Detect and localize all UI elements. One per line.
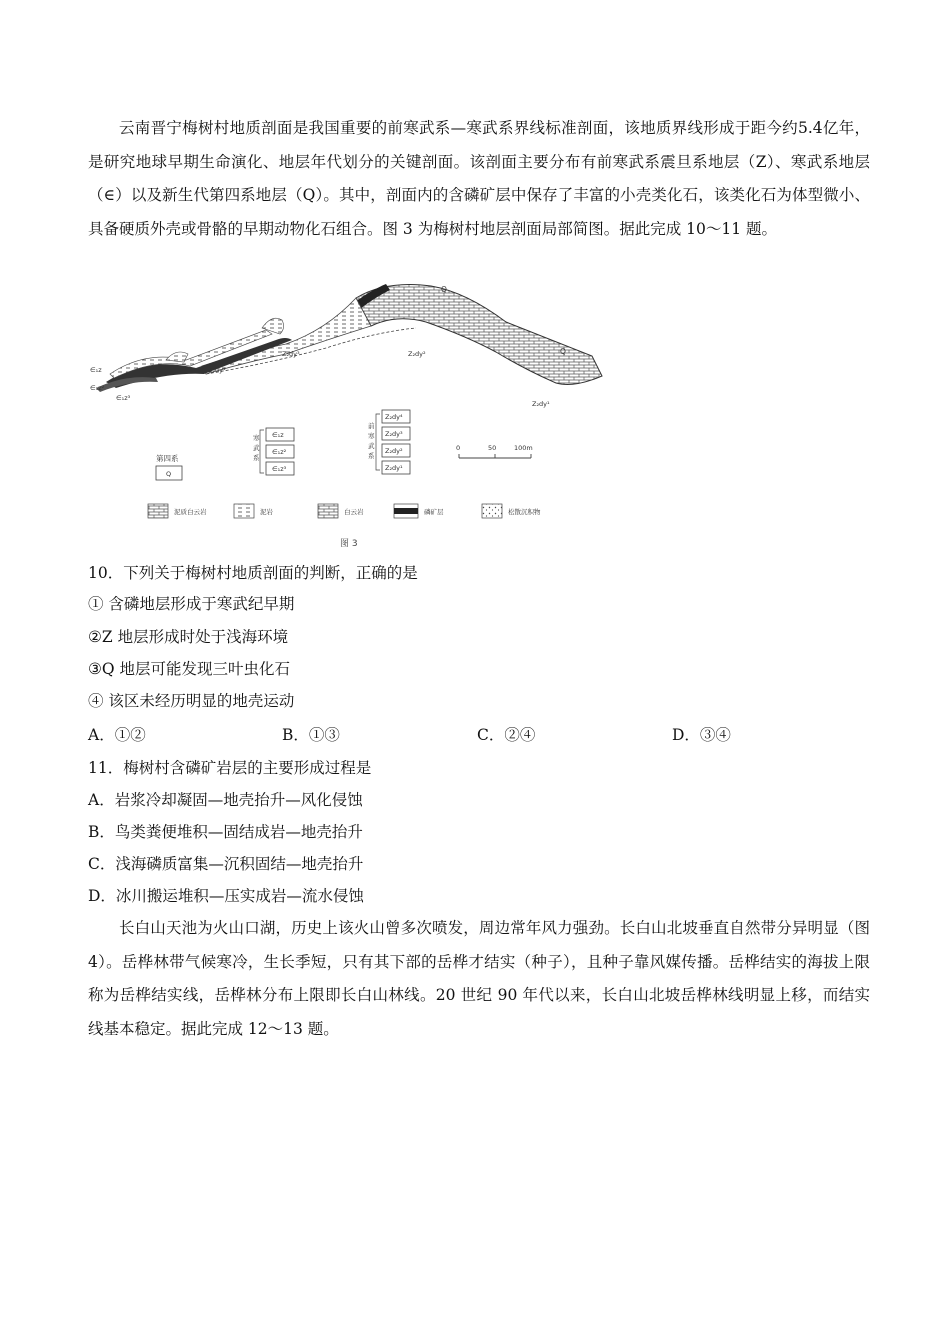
svg-text:系: 系 xyxy=(368,452,375,460)
q11-option-b[interactable]: B．鸟类粪便堆积—固结成岩—地壳抬升 xyxy=(88,823,363,841)
rock-legend-phosphorite: 磷矿层 xyxy=(424,508,444,516)
label-zdy1: Z₂dy¹ xyxy=(532,400,550,408)
legend-precambrian-group xyxy=(368,410,410,474)
legend-cambrian-group xyxy=(253,428,294,475)
label-e1z: ∈₁z xyxy=(90,366,102,374)
intro-paragraph-2: 长白山天池为火山口湖，历史上该火山曾多次喷发，周边常年风力强劲。长白山北坡垂直自然带分异明显（图 4）。岳桦林带气候寒冷，生长季短，只有其下部的岳桦才结实（种子），且种子靠风媒传播。岳桦结实的海拔上限称为岳桦结实线，岳桦林分布上限即长白山林线。20 世纪 90 年代以来，长白山北坡岳桦林线明显上移，而结实线基本稳定。据此完成 12～13 题。 xyxy=(88,919,870,1038)
figure-caption: 图 3 xyxy=(340,539,358,549)
q10-item-2: ②Z 地层形成时处于浅海环境 xyxy=(88,628,289,646)
scale-tick-50: 50 xyxy=(488,444,497,452)
svg-text:武: 武 xyxy=(253,444,260,452)
q10-option-d[interactable]: D．③④ xyxy=(672,726,731,744)
scale-bar xyxy=(456,444,533,458)
q11-option-c[interactable]: C．浅海磷质富集—沉积固结—地壳抬升 xyxy=(88,855,364,873)
label-zdy3: Z₂dy³ xyxy=(282,350,300,358)
legend-cambrian-box-1: ∈₁z xyxy=(272,431,284,439)
strata-legend xyxy=(156,410,533,480)
label-q-right: Q xyxy=(560,347,566,356)
q10-stem: 10．下列关于梅树村地质剖面的判断，正确的是 xyxy=(88,564,418,582)
q10-item-3: ③Q 地层可能发现三叶虫化石 xyxy=(88,660,291,678)
svg-text:系: 系 xyxy=(253,454,260,462)
legend-quaternary-title: 第四系 xyxy=(156,454,179,463)
svg-text:前: 前 xyxy=(368,422,375,430)
label-e1z2: ∈₁z² xyxy=(90,384,105,392)
legend-precambrian-box-3: Z₂dy² xyxy=(385,447,403,455)
intro-paragraph-1: 云南晋宁梅树村地质剖面是我国重要的前寒武系—寒武系界线标准剖面，该地质界线形成于距今约5.4亿年，是研究地球早期生命演化、地层年代划分的关键剖面。该剖面主要分布有前寒武系震旦系地层（Z）、寒武系地层（∈）以及新生代第四系地层（Q）。其中，剖面内的含磷矿层中保存了丰富的小壳类化石，该类化石为体型微小、具备硬质外壳或骨骼的早期动物化石组合。图 3 为梅树村地层剖面局部简图。据此完成 10～11 题。 xyxy=(88,119,870,238)
rock-legend-dolomite: 白云岩 xyxy=(344,508,364,516)
rock-legend-mudstone: 泥岩 xyxy=(260,508,273,516)
q11-option-d[interactable]: D．冰川搬运堆积—压实成岩—流水侵蚀 xyxy=(88,887,364,905)
q10-item-1: ① 含磷地层形成于寒武纪早期 xyxy=(88,595,295,613)
svg-text:寒: 寒 xyxy=(368,432,375,440)
rock-legend-loose-sediment: 松散沉积物 xyxy=(508,508,541,516)
rock-legend-muddy-dolomite: 泥质白云岩 xyxy=(174,508,207,516)
cross-section-drawing xyxy=(90,284,602,408)
legend-cambrian-box-3: ∈₁z³ xyxy=(272,465,287,473)
label-zdy2: Z₂dy² xyxy=(408,350,426,358)
q11-stem: 11．梅树村含磷矿岩层的主要形成过程是 xyxy=(88,759,372,777)
scale-tick-100: 100m xyxy=(514,444,533,452)
label-e1z3: ∈₁z³ xyxy=(116,394,131,402)
rock-type-legend xyxy=(148,504,541,518)
legend-precambrian-box-1: Z₂dy⁴ xyxy=(385,413,403,421)
q10-option-a[interactable]: A．①② xyxy=(88,726,146,744)
label-q-top: Q xyxy=(441,285,447,294)
legend-cambrian-box-2: ∈₁z² xyxy=(272,448,287,456)
q10-option-c[interactable]: C．②④ xyxy=(477,726,536,744)
figure-3-geologic-section xyxy=(86,278,610,550)
legend-q-box: Q xyxy=(166,470,172,478)
svg-text:寒: 寒 xyxy=(253,434,260,442)
q10-option-b[interactable]: B．①③ xyxy=(282,726,340,744)
scale-tick-0: 0 xyxy=(456,444,461,452)
legend-precambrian-box-2: Z₂dy³ xyxy=(385,430,403,438)
q11-option-a[interactable]: A．岩浆冷却凝固—地壳抬升—风化侵蚀 xyxy=(88,791,363,809)
label-zdy4: Z₂dy⁴ xyxy=(208,366,226,374)
legend-precambrian-box-4: Z₂dy¹ xyxy=(385,464,403,472)
q10-item-4: ④ 该区未经历明显的地壳运动 xyxy=(88,692,295,710)
svg-text:武: 武 xyxy=(368,442,375,450)
